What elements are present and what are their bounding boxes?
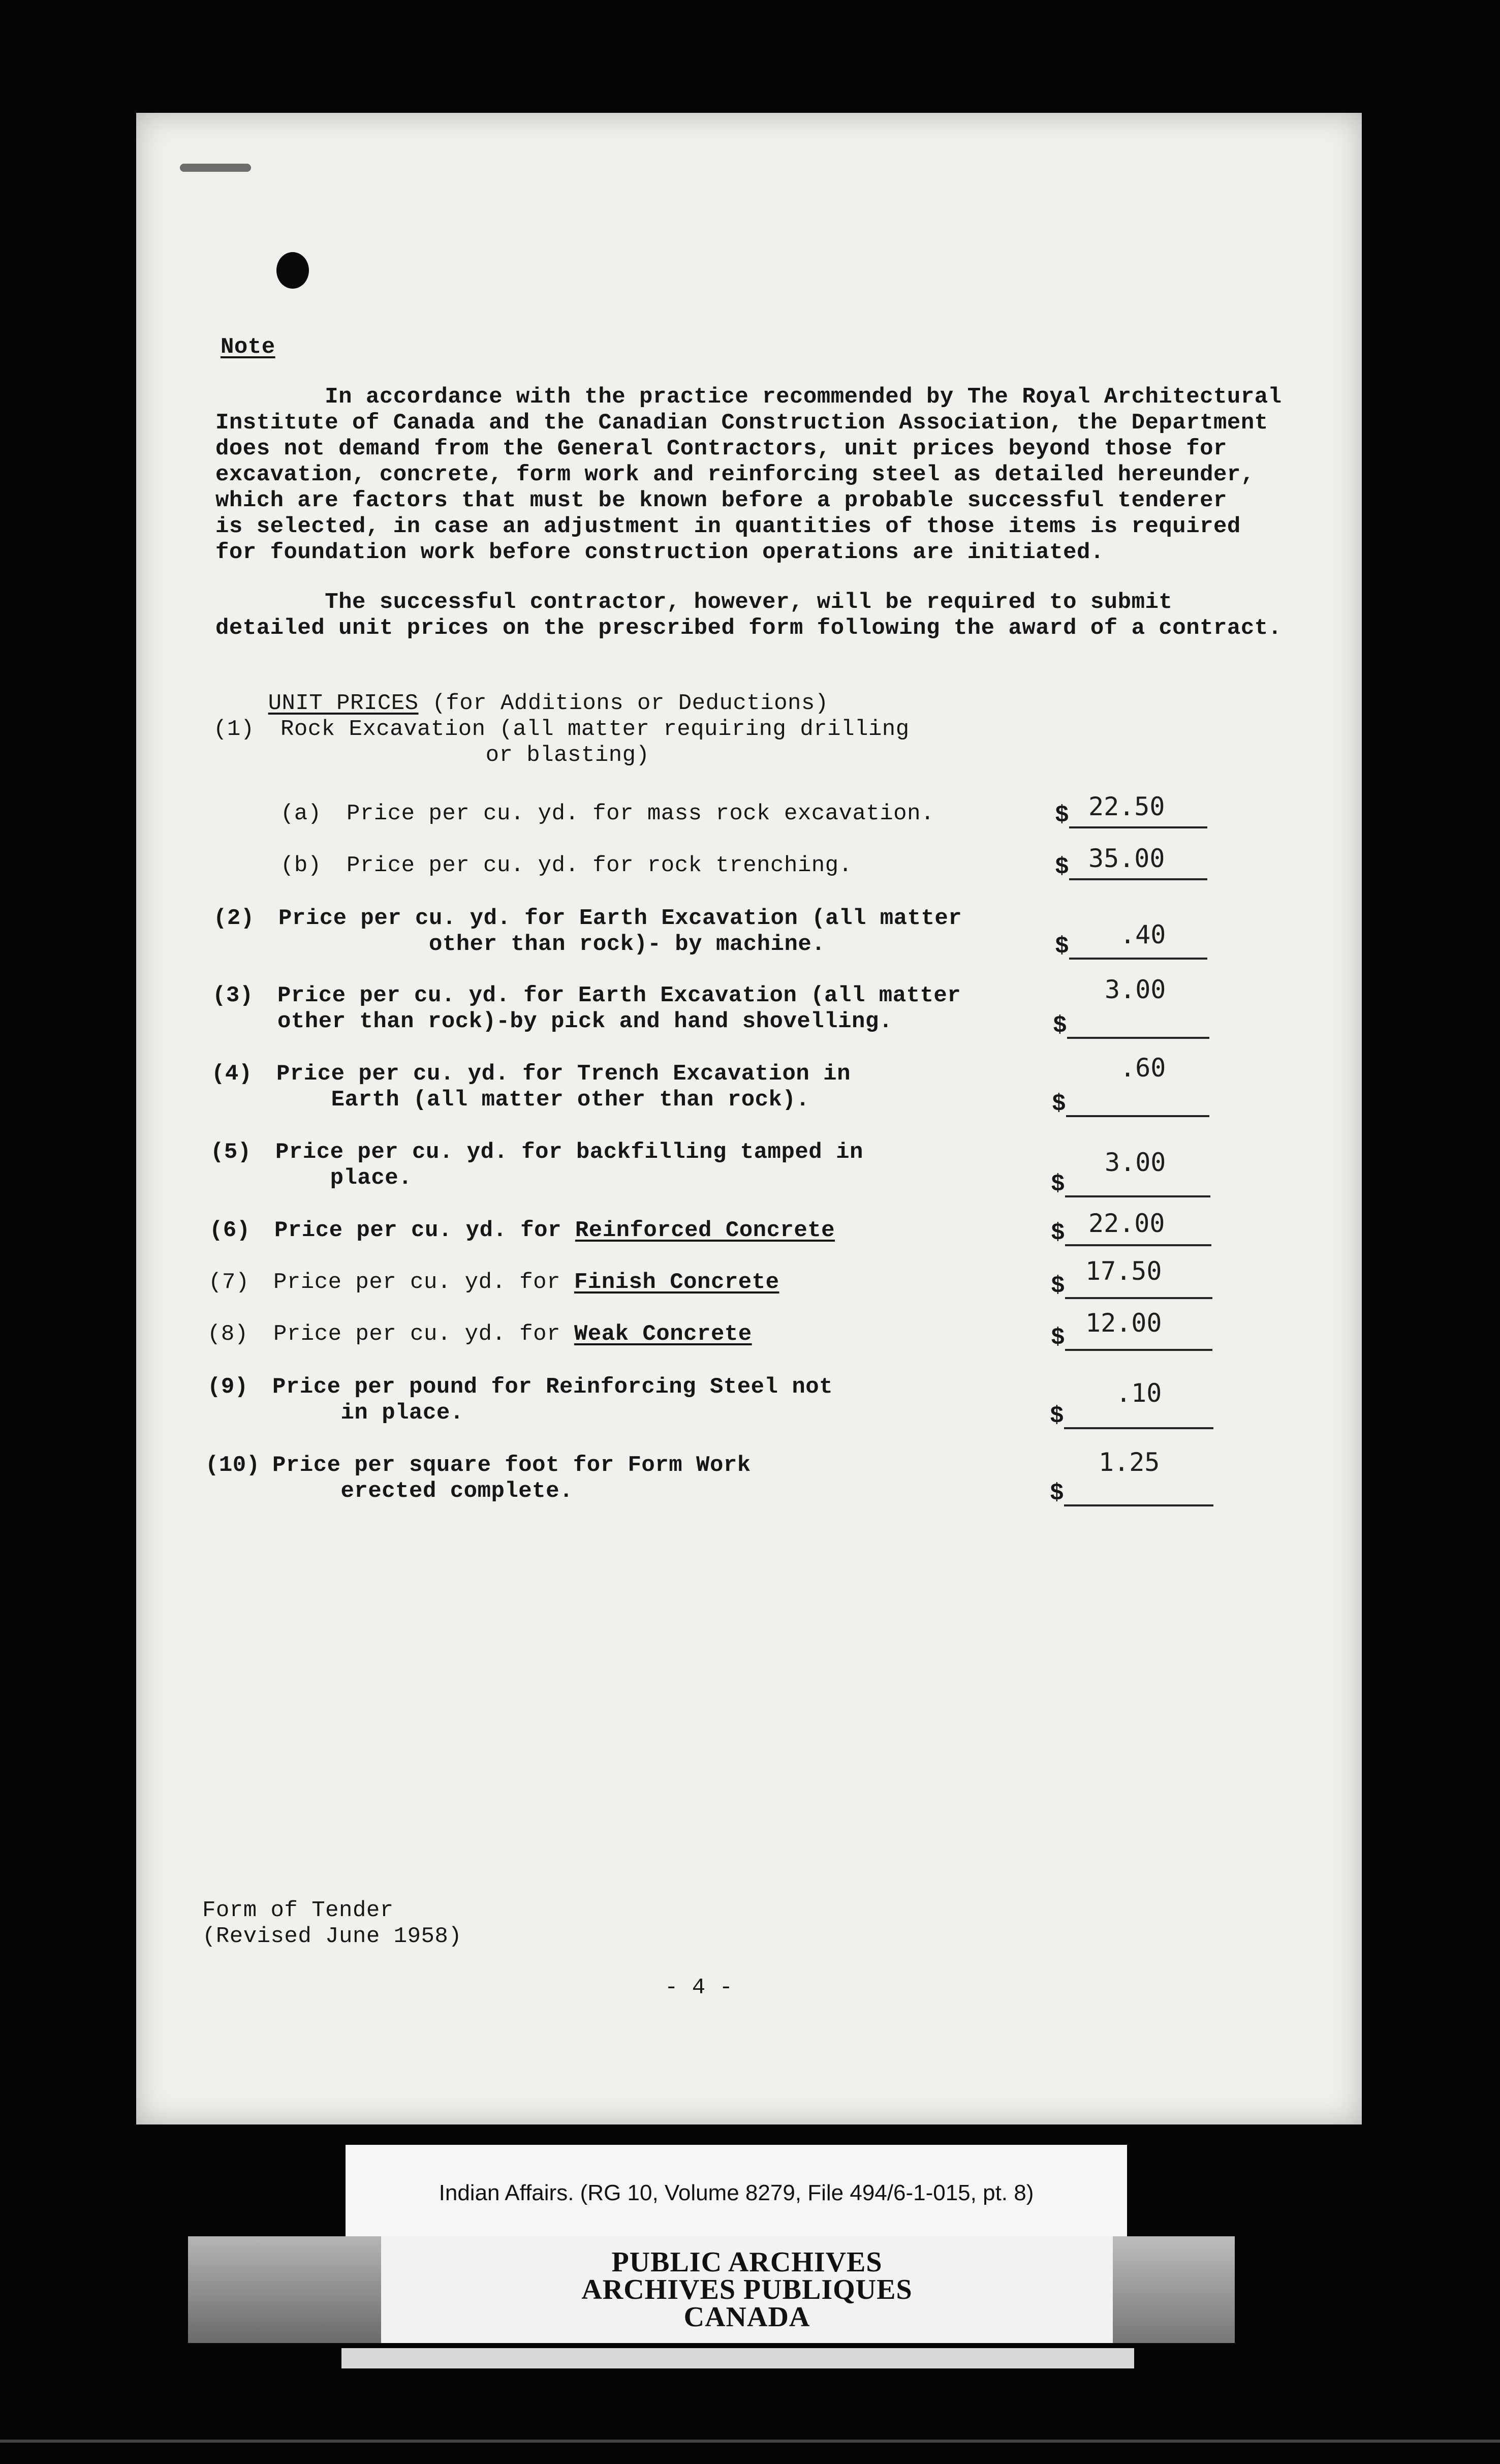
item-1-line-1: Rock Excavation (all matter requiring drilling [280,717,910,742]
item-1b-price: 35.00 [1088,844,1165,873]
document-page [136,113,1362,2124]
note-paragraph-1-line-1: In accordance with the practice recommended by The Royal Architectural [215,384,1282,410]
item-5-line-2: place. [275,1165,413,1191]
item-10-price-line [1064,1504,1213,1506]
item-9-price: .10 [1116,1378,1162,1408]
item-1b-text: Price per cu. yd. for rock trenching. [347,853,853,878]
item-6-text [274,1218,835,1244]
item-10-number: (10) [205,1453,260,1478]
item-1b-dollar: $ [1055,854,1069,880]
form-of-tender-label: Form of Tender [202,1898,394,1923]
item-7-price-line [1065,1297,1212,1299]
item-7-text-prefix: Price per cu. yd. for [273,1270,574,1295]
item-6-text-prefix: Price per cu. yd. for [274,1218,575,1243]
film-edge-right [1113,2236,1235,2343]
film-edge-left [188,2236,381,2343]
note-paragraph-1-line-5: which are factors that must be known before a probable successful tenderer [215,488,1227,513]
item-8-number: (8) [207,1321,248,1347]
item-9-price-line [1064,1427,1213,1429]
item-8-text-underlined: Weak Concrete [574,1321,752,1347]
bottom-film-edge [0,2440,1500,2443]
note-paragraph-2-line-2: detailed unit prices on the prescribed form following the award of a contract. [215,615,1282,641]
item-5-number: (5) [210,1139,252,1165]
note-paragraph-1-line-3: does not demand from the General Contractors, unit prices beyond those for [215,436,1227,461]
item-8-dollar: $ [1051,1325,1065,1351]
item-5-line-1: Price per cu. yd. for backfilling tamped in [275,1139,863,1165]
note-paragraph-2-line-1: The successful contractor, however, will be required to submit [215,590,1173,615]
item-6-number: (6) [209,1218,251,1243]
item-10-line-2: erected complete. [272,1479,573,1504]
item-2-number: (2) [213,906,255,931]
unit-prices-heading-suffix: (for Additions or Deductions) [418,691,829,716]
note-paragraph-1-line-4: excavation, concrete, form work and reinforcing steel as detailed hereunder, [215,462,1255,487]
stamp-line-3: CANADA [683,2301,810,2333]
item-1a-text: Price per cu. yd. for mass rock excavation. [347,801,934,826]
item-10-price: 1.25 [1099,1447,1160,1477]
item-6-price-line [1065,1244,1211,1246]
note-heading: Note [221,334,275,360]
note-paragraph-1-line-2: Institute of Canada and the Canadian Construction Association, the Department [215,410,1268,436]
item-6-price: 22.00 [1088,1209,1165,1238]
item-1-number: (1) [213,717,255,742]
item-1a-dollar: $ [1055,802,1069,828]
item-6-dollar: $ [1051,1220,1065,1246]
item-7-text [273,1270,779,1296]
item-8-price-line [1065,1349,1212,1351]
item-3-price-line [1067,1037,1209,1039]
form-revision-label: (Revised June 1958) [202,1924,462,1949]
item-2-price: .40 [1120,920,1166,949]
item-9-line-1: Price per pound for Reinforcing Steel not [272,1374,833,1400]
item-4-dollar: $ [1052,1091,1066,1117]
ink-smudge [180,164,251,172]
item-4-line-2: Earth (all matter other than rock). [276,1087,810,1113]
item-4-price-line [1066,1115,1209,1117]
archive-stamp-band [188,2236,1235,2343]
item-9-line-2: in place. [272,1400,464,1426]
item-9-dollar: $ [1050,1403,1064,1429]
item-5-price-line [1065,1195,1210,1197]
item-1b-number: (b) [280,853,322,878]
item-6-text-underlined: Reinforced Concrete [575,1218,835,1243]
item-4-line-1: Price per cu. yd. for Trench Excavation in [276,1061,851,1087]
item-2-dollar: $ [1055,933,1069,960]
item-2-price-line [1069,958,1207,960]
item-1b-price-line [1069,878,1207,880]
item-4-price: .60 [1120,1053,1166,1083]
item-3-line-1: Price per cu. yd. for Earth Excavation (all matter [277,983,961,1008]
item-2-line-1: Price per cu. yd. for Earth Excavation (all matter [278,906,962,931]
item-4-number: (4) [211,1061,253,1087]
item-1a-price-line [1069,826,1207,828]
item-3-line-2: other than rock)-by pick and hand shovelling. [277,1009,893,1034]
item-7-text-underlined: Finish Concrete [574,1270,779,1295]
item-8-text [273,1321,752,1347]
item-10-dollar: $ [1050,1480,1064,1506]
item-9-number: (9) [207,1374,248,1400]
archive-reference: Indian Affairs. (RG 10, Volume 8279, File 494/6-1-015, pt. 8) [439,2180,1034,2205]
item-10-line-1: Price per square foot for Form Work [272,1453,751,1478]
bottom-paper-strip [341,2348,1134,2368]
archive-stamp [381,2236,1113,2343]
item-7-price: 17.50 [1085,1256,1162,1286]
item-3-dollar: $ [1053,1012,1067,1039]
unit-prices-heading: UNIT PRICES [268,691,419,716]
stamp-line-1: PUBLIC ARCHIVES [611,2246,883,2278]
item-8-text-prefix: Price per cu. yd. for [273,1321,574,1347]
stamp-line-2: ARCHIVES PUBLIQUES [581,2274,913,2305]
archive-reference-card [346,2145,1127,2241]
item-8-price: 12.00 [1085,1308,1162,1338]
page-number: - 4 - [665,1975,733,2000]
item-5-dollar: $ [1051,1171,1065,1197]
item-7-dollar: $ [1051,1273,1065,1299]
note-paragraph-1-line-7: for foundation work before construction operations are initiated. [215,540,1104,565]
item-1a-number: (a) [280,801,322,826]
item-1a-price: 22.50 [1088,792,1165,821]
punch-hole [276,252,309,289]
item-3-number: (3) [212,983,254,1008]
item-7-number: (7) [208,1270,249,1295]
note-paragraph-1-line-6: is selected, in case an adjustment in quantities of those items is required [215,514,1241,539]
item-1-line-2: or blasting) [280,743,650,768]
item-2-line-2: other than rock)- by machine. [278,932,826,957]
item-3-price: 3.00 [1105,975,1166,1004]
item-5-price: 3.00 [1105,1148,1166,1177]
